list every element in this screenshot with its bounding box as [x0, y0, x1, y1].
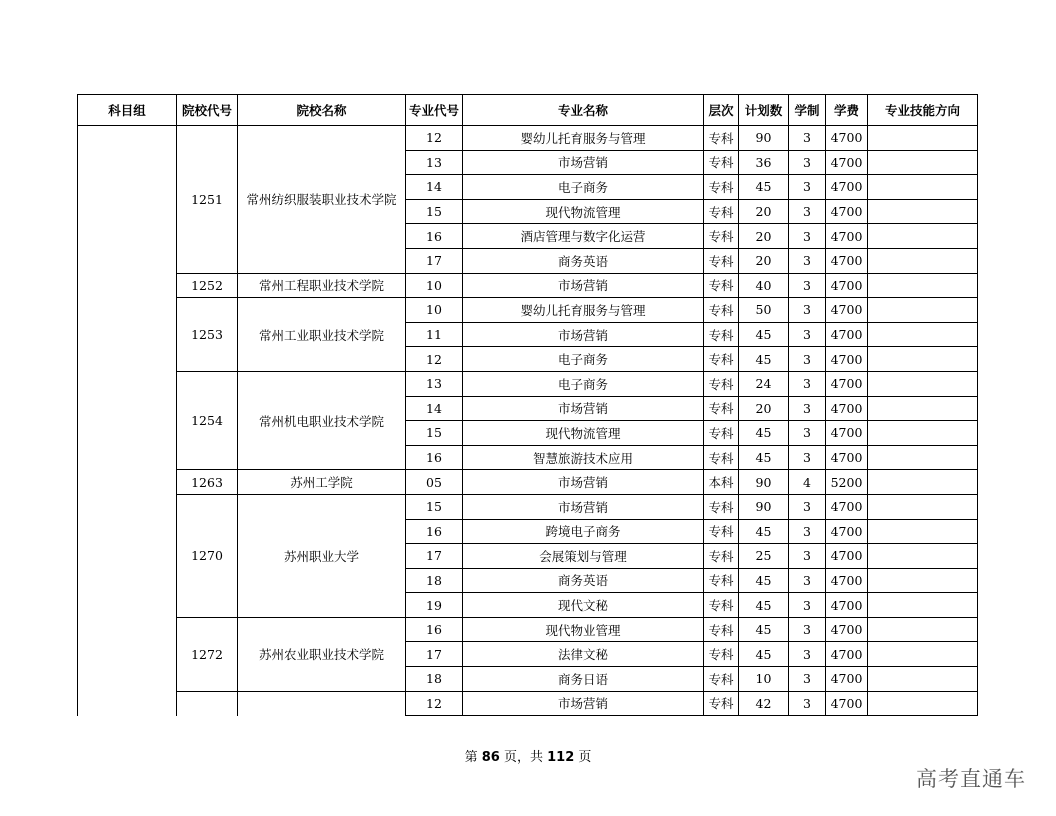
institution-code-cell: 1263	[177, 470, 238, 495]
level-cell: 专科	[704, 347, 739, 372]
duration-cell: 3	[789, 667, 826, 692]
plan-count-cell: 45	[739, 642, 789, 667]
skill-direction-cell	[868, 691, 978, 716]
level-cell: 专科	[704, 224, 739, 249]
major-name-cell: 市场营销	[463, 396, 704, 421]
level-cell: 专科	[704, 248, 739, 273]
major-name-cell: 现代物流管理	[463, 199, 704, 224]
header-tuition: 学费	[826, 95, 868, 126]
skill-direction-cell	[868, 371, 978, 396]
tuition-cell: 4700	[826, 126, 868, 151]
skill-direction-cell	[868, 421, 978, 446]
skill-direction-cell	[868, 150, 978, 175]
tuition-cell: 4700	[826, 519, 868, 544]
skill-direction-cell	[868, 273, 978, 298]
header-major-name: 专业名称	[463, 95, 704, 126]
level-cell: 专科	[704, 421, 739, 446]
major-code-cell: 11	[406, 322, 463, 347]
duration-cell: 3	[789, 544, 826, 569]
level-cell: 专科	[704, 396, 739, 421]
level-cell: 专科	[704, 667, 739, 692]
level-cell: 专科	[704, 568, 739, 593]
tuition-cell: 4700	[826, 667, 868, 692]
plan-count-cell: 90	[739, 126, 789, 151]
skill-direction-cell	[868, 199, 978, 224]
tuition-cell: 4700	[826, 593, 868, 618]
major-name-cell: 市场营销	[463, 322, 704, 347]
tuition-cell: 4700	[826, 175, 868, 200]
institution-code-cell	[177, 691, 238, 716]
level-cell: 专科	[704, 691, 739, 716]
table-row	[78, 126, 978, 151]
major-name-cell: 市场营销	[463, 691, 704, 716]
major-code-cell: 14	[406, 396, 463, 421]
subject-group-cell	[78, 126, 177, 716]
major-code-cell: 18	[406, 667, 463, 692]
tuition-cell: 4700	[826, 224, 868, 249]
plan-count-cell: 45	[739, 593, 789, 618]
skill-direction-cell	[868, 667, 978, 692]
institution-code-cell: 1251	[177, 126, 238, 274]
skill-direction-cell	[868, 224, 978, 249]
major-name-cell: 商务日语	[463, 667, 704, 692]
major-code-cell: 13	[406, 150, 463, 175]
major-name-cell: 会展策划与管理	[463, 544, 704, 569]
major-name-cell: 电子商务	[463, 347, 704, 372]
plan-count-cell: 25	[739, 544, 789, 569]
institution-name-cell: 常州工程职业技术学院	[238, 273, 406, 298]
header-level: 层次	[704, 95, 739, 126]
skill-direction-cell	[868, 568, 978, 593]
plan-count-cell: 20	[739, 396, 789, 421]
level-cell: 专科	[704, 593, 739, 618]
major-name-cell: 市场营销	[463, 150, 704, 175]
plan-count-cell: 20	[739, 199, 789, 224]
tuition-cell: 4700	[826, 371, 868, 396]
major-code-cell: 12	[406, 347, 463, 372]
table-row	[78, 617, 978, 642]
plan-count-cell: 40	[739, 273, 789, 298]
duration-cell: 3	[789, 248, 826, 273]
major-code-cell: 16	[406, 519, 463, 544]
major-name-cell: 婴幼儿托育服务与管理	[463, 298, 704, 323]
tuition-cell: 4700	[826, 691, 868, 716]
duration-cell: 3	[789, 224, 826, 249]
major-name-cell: 商务英语	[463, 248, 704, 273]
tuition-cell: 4700	[826, 199, 868, 224]
tuition-cell: 5200	[826, 470, 868, 495]
skill-direction-cell	[868, 445, 978, 470]
plan-count-cell: 20	[739, 224, 789, 249]
institution-name-cell: 苏州农业职业技术学院	[238, 617, 406, 691]
skill-direction-cell	[868, 175, 978, 200]
duration-cell: 3	[789, 199, 826, 224]
plan-count-cell: 10	[739, 667, 789, 692]
institution-name-cell: 常州纺织服装职业技术学院	[238, 126, 406, 274]
tuition-cell: 4700	[826, 445, 868, 470]
skill-direction-cell	[868, 617, 978, 642]
plan-count-cell: 50	[739, 298, 789, 323]
major-code-cell: 19	[406, 593, 463, 618]
duration-cell: 3	[789, 568, 826, 593]
major-name-cell: 商务英语	[463, 568, 704, 593]
major-code-cell: 16	[406, 445, 463, 470]
tuition-cell: 4700	[826, 298, 868, 323]
tuition-cell: 4700	[826, 347, 868, 372]
major-code-cell: 10	[406, 298, 463, 323]
header-plan-count: 计划数	[739, 95, 789, 126]
major-code-cell: 14	[406, 175, 463, 200]
major-name-cell: 跨境电子商务	[463, 519, 704, 544]
duration-cell: 3	[789, 445, 826, 470]
level-cell: 专科	[704, 494, 739, 519]
tuition-cell: 4700	[826, 642, 868, 667]
tuition-cell: 4700	[826, 568, 868, 593]
duration-cell: 3	[789, 421, 826, 446]
duration-cell: 3	[789, 273, 826, 298]
major-name-cell: 电子商务	[463, 371, 704, 396]
duration-cell: 3	[789, 322, 826, 347]
table-row	[78, 371, 978, 396]
duration-cell: 3	[789, 593, 826, 618]
duration-cell: 3	[789, 691, 826, 716]
tuition-cell: 4700	[826, 544, 868, 569]
major-code-cell: 15	[406, 494, 463, 519]
institution-name-cell	[238, 691, 406, 716]
major-name-cell: 现代物流管理	[463, 421, 704, 446]
skill-direction-cell	[868, 593, 978, 618]
duration-cell: 3	[789, 150, 826, 175]
institution-code-cell: 1270	[177, 494, 238, 617]
duration-cell: 3	[789, 175, 826, 200]
major-name-cell: 法律文秘	[463, 642, 704, 667]
table-body	[78, 126, 978, 716]
footer-total-pages: 112	[547, 750, 575, 765]
plan-count-cell: 45	[739, 421, 789, 446]
duration-cell: 3	[789, 396, 826, 421]
footer-prefix: 第	[464, 750, 482, 765]
duration-cell: 3	[789, 126, 826, 151]
skill-direction-cell	[868, 347, 978, 372]
major-name-cell: 智慧旅游技术应用	[463, 445, 704, 470]
major-code-cell: 17	[406, 642, 463, 667]
institution-name-cell: 常州机电职业技术学院	[238, 371, 406, 469]
skill-direction-cell	[868, 642, 978, 667]
footer-page-number: 86	[481, 750, 500, 765]
tuition-cell: 4700	[826, 396, 868, 421]
institution-name-cell: 常州工业职业技术学院	[238, 298, 406, 372]
tuition-cell: 4700	[826, 273, 868, 298]
institution-name-cell: 苏州工学院	[238, 470, 406, 495]
duration-cell: 3	[789, 494, 826, 519]
major-name-cell: 电子商务	[463, 175, 704, 200]
level-cell: 本科	[704, 470, 739, 495]
duration-cell: 3	[789, 298, 826, 323]
duration-cell: 3	[789, 519, 826, 544]
header-skill-direction: 专业技能方向	[868, 95, 978, 126]
tuition-cell: 4700	[826, 150, 868, 175]
watermark-text: 高考直通车	[916, 767, 1026, 791]
major-code-cell: 15	[406, 421, 463, 446]
header-institution-code: 院校代号	[177, 95, 238, 126]
major-name-cell: 市场营销	[463, 470, 704, 495]
institution-code-cell: 1253	[177, 298, 238, 372]
tuition-cell: 4700	[826, 248, 868, 273]
duration-cell: 3	[789, 642, 826, 667]
level-cell: 专科	[704, 544, 739, 569]
major-code-cell: 05	[406, 470, 463, 495]
major-name-cell: 市场营销	[463, 273, 704, 298]
major-name-cell: 婴幼儿托育服务与管理	[463, 126, 704, 151]
plan-count-cell: 45	[739, 519, 789, 544]
plan-count-cell: 45	[739, 445, 789, 470]
level-cell: 专科	[704, 617, 739, 642]
institution-name-cell: 苏州职业大学	[238, 494, 406, 617]
major-code-cell: 17	[406, 544, 463, 569]
header-duration: 学制	[789, 95, 826, 126]
duration-cell: 3	[789, 617, 826, 642]
tuition-cell: 4700	[826, 494, 868, 519]
skill-direction-cell	[868, 494, 978, 519]
tuition-cell: 4700	[826, 421, 868, 446]
plan-count-cell: 36	[739, 150, 789, 175]
major-name-cell: 现代文秘	[463, 593, 704, 618]
skill-direction-cell	[868, 544, 978, 569]
skill-direction-cell	[868, 298, 978, 323]
plan-count-cell: 42	[739, 691, 789, 716]
level-cell: 专科	[704, 445, 739, 470]
level-cell: 专科	[704, 322, 739, 347]
institution-code-cell: 1272	[177, 617, 238, 691]
major-code-cell: 16	[406, 224, 463, 249]
plan-count-cell: 90	[739, 494, 789, 519]
tuition-cell: 4700	[826, 617, 868, 642]
table-row	[78, 298, 978, 323]
plan-count-cell: 45	[739, 175, 789, 200]
page-footer	[0, 746, 1056, 765]
major-code-cell: 17	[406, 248, 463, 273]
major-code-cell: 18	[406, 568, 463, 593]
duration-cell: 3	[789, 347, 826, 372]
footer-middle: 页，共	[499, 750, 548, 765]
plan-count-cell: 45	[739, 347, 789, 372]
duration-cell: 4	[789, 470, 826, 495]
plan-count-cell: 45	[739, 617, 789, 642]
table-row	[78, 273, 978, 298]
plan-count-cell: 45	[739, 322, 789, 347]
skill-direction-cell	[868, 519, 978, 544]
institution-code-cell: 1254	[177, 371, 238, 469]
header-institution-name: 院校名称	[238, 95, 406, 126]
skill-direction-cell	[868, 470, 978, 495]
admission-plan-table	[77, 94, 978, 716]
table-header-row	[78, 95, 978, 126]
tuition-cell: 4700	[826, 322, 868, 347]
major-name-cell: 现代物业管理	[463, 617, 704, 642]
plan-count-cell: 24	[739, 371, 789, 396]
level-cell: 专科	[704, 150, 739, 175]
header-major-code: 专业代号	[406, 95, 463, 126]
skill-direction-cell	[868, 126, 978, 151]
major-code-cell: 12	[406, 691, 463, 716]
major-code-cell: 10	[406, 273, 463, 298]
skill-direction-cell	[868, 396, 978, 421]
major-code-cell: 16	[406, 617, 463, 642]
level-cell: 专科	[704, 519, 739, 544]
level-cell: 专科	[704, 298, 739, 323]
skill-direction-cell	[868, 248, 978, 273]
plan-count-cell: 45	[739, 568, 789, 593]
header-subject-group: 科目组	[78, 95, 177, 126]
level-cell: 专科	[704, 273, 739, 298]
duration-cell: 3	[789, 371, 826, 396]
level-cell: 专科	[704, 199, 739, 224]
major-code-cell: 13	[406, 371, 463, 396]
skill-direction-cell	[868, 322, 978, 347]
major-code-cell: 12	[406, 126, 463, 151]
table-row	[78, 494, 978, 519]
table-row	[78, 691, 978, 716]
level-cell: 专科	[704, 126, 739, 151]
major-code-cell: 15	[406, 199, 463, 224]
level-cell: 专科	[704, 642, 739, 667]
plan-count-cell: 90	[739, 470, 789, 495]
plan-count-cell: 20	[739, 248, 789, 273]
level-cell: 专科	[704, 371, 739, 396]
major-name-cell: 市场营销	[463, 494, 704, 519]
institution-code-cell: 1252	[177, 273, 238, 298]
level-cell: 专科	[704, 175, 739, 200]
footer-suffix: 页	[574, 750, 592, 765]
table-row	[78, 470, 978, 495]
major-name-cell: 酒店管理与数字化运营	[463, 224, 704, 249]
